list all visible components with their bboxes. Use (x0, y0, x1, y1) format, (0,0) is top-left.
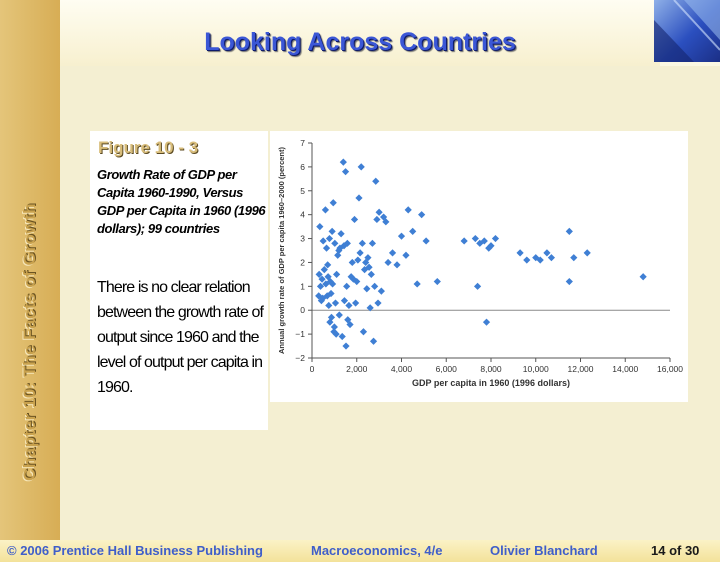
y-tick-label: 6 (300, 161, 305, 172)
data-point (566, 228, 573, 235)
data-point (340, 159, 347, 166)
data-point (352, 299, 359, 306)
data-point (333, 271, 340, 278)
data-point (343, 283, 350, 290)
data-point (402, 252, 409, 259)
data-point (351, 216, 358, 223)
data-point (373, 216, 380, 223)
data-point (371, 283, 378, 290)
footer-copyright: © 2006 Prentice Hall Business Publishing (7, 543, 263, 558)
data-point (329, 228, 336, 235)
data-point (331, 240, 338, 247)
data-point (374, 299, 381, 306)
data-point (566, 278, 573, 285)
y-tick-label: 0 (300, 305, 305, 316)
data-point (369, 240, 376, 247)
corner-logo-graphic (654, 0, 720, 62)
data-point (461, 237, 468, 244)
x-tick-label: 8,000 (480, 364, 502, 374)
data-point (640, 273, 647, 280)
data-point (384, 259, 391, 266)
data-point (345, 302, 352, 309)
data-point (326, 235, 333, 242)
scatter-chart (270, 131, 688, 402)
data-point (543, 249, 550, 256)
data-point (483, 319, 490, 326)
data-point (342, 168, 349, 175)
data-point (359, 240, 366, 247)
data-point (418, 211, 425, 218)
footer-author: Olivier Blanchard (490, 543, 598, 558)
data-point (474, 283, 481, 290)
corner-logo (654, 0, 720, 62)
data-point (370, 338, 377, 345)
y-tick-label: 5 (300, 185, 305, 196)
y-tick-label: −2 (295, 353, 305, 363)
y-tick-label: 4 (300, 209, 305, 220)
data-point (363, 285, 370, 292)
y-tick-label: 3 (300, 233, 305, 244)
data-point (332, 299, 339, 306)
footer (0, 540, 720, 562)
data-point (548, 254, 555, 261)
data-point (378, 288, 385, 295)
x-tick-label: 14,000 (612, 364, 639, 374)
data-point (434, 278, 441, 285)
data-point (570, 254, 577, 261)
data-point (355, 194, 362, 201)
data-point (516, 249, 523, 256)
y-axis-label: Annual growth rate of GDP per capita 1960–2000 (percent) (277, 146, 286, 355)
data-point (368, 271, 375, 278)
y-tick-label: 7 (300, 138, 305, 148)
data-point (398, 233, 405, 240)
figure-caption: Growth Rate of GDP per Capita 1960-1990, Versus GDP per Capita in 1960 (1996 dollars); 99 countries (97, 167, 266, 236)
data-point (342, 342, 349, 349)
data-point (414, 280, 421, 287)
x-ticks (310, 358, 684, 374)
data-point (523, 256, 530, 263)
figure-explanation: There is no clear relation between the growth rate of output since 1960 and the level of output per capita in 1960. (97, 279, 264, 396)
data-point (331, 323, 338, 330)
data-point (323, 245, 330, 252)
data-point (492, 235, 499, 242)
x-tick-label: 0 (309, 364, 315, 374)
data-point (409, 228, 416, 235)
data-point (357, 249, 364, 256)
figure-label: Figure 10 - 3 (98, 138, 199, 157)
figure-text-panel (90, 131, 268, 430)
data-point (322, 206, 329, 213)
chart-panel (270, 131, 688, 402)
data-point (316, 223, 323, 230)
data-point (339, 333, 346, 340)
data-point (423, 237, 430, 244)
y-ticks (295, 138, 312, 363)
slide-title: Looking Across Countries (204, 28, 516, 56)
data-point (325, 302, 332, 309)
data-point (360, 328, 367, 335)
data-point (358, 163, 365, 170)
y-tick-label: 2 (300, 257, 305, 268)
chapter-title: Chapter 10: The Facts of Growth (20, 202, 39, 482)
x-axis-label: GDP per capita in 1960 (1996 dollars) (412, 378, 570, 388)
data-point (472, 235, 479, 242)
x-tick-label: 10,000 (522, 364, 549, 374)
footer-book: Macroeconomics, 4/e (311, 543, 443, 558)
y-tick-label: −1 (295, 329, 305, 340)
data-points (315, 159, 647, 350)
data-point (337, 230, 344, 237)
y-tick-label: 1 (300, 281, 305, 292)
data-point (336, 311, 343, 318)
data-point (584, 249, 591, 256)
footer-page-number: 14 of 30 (651, 543, 700, 558)
data-point (330, 199, 337, 206)
data-point (389, 249, 396, 256)
x-tick-label: 16,000 (657, 364, 683, 374)
data-point (376, 209, 383, 216)
data-point (372, 178, 379, 185)
x-tick-label: 12,000 (567, 364, 594, 374)
data-point (320, 237, 327, 244)
x-tick-label: 4,000 (390, 364, 413, 374)
x-tick-label: 6,000 (435, 364, 457, 374)
data-point (341, 297, 348, 304)
x-tick-label: 2,000 (346, 364, 368, 374)
data-point (393, 261, 400, 268)
data-point (405, 206, 412, 213)
